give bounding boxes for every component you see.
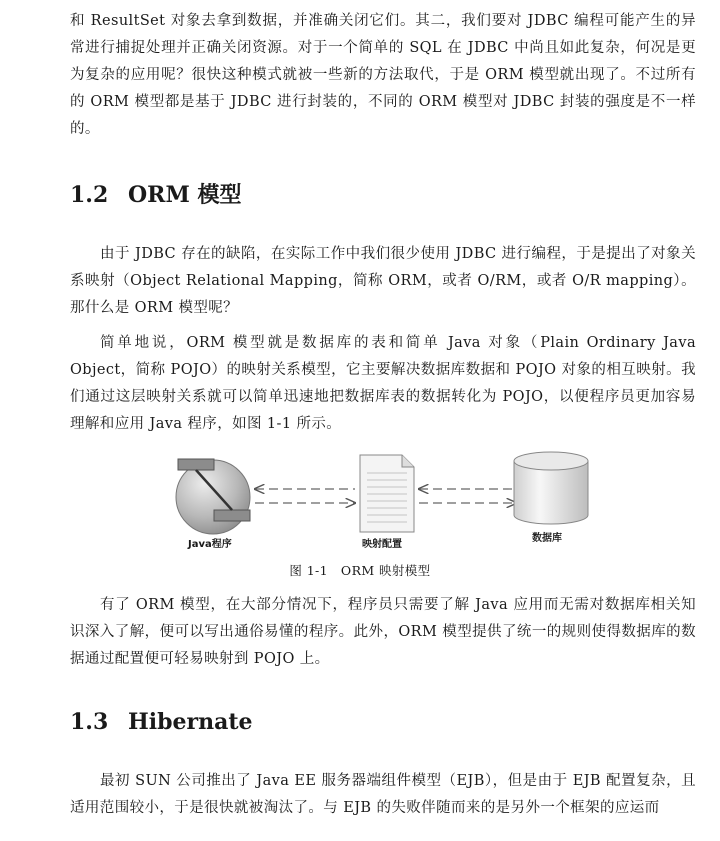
paragraph-orm-intro: 由于 JDBC 存在的缺陷，在实际工作中我们很少使用 JDBC 进行编程，于是提出了对象关系映射（Object Relational Mapping，简称 ORM，或者 O/RM，或者 O/R mapping）。那什么是 ORM 模型呢？ bbox=[70, 246, 696, 316]
orm-mapping-figure bbox=[170, 447, 590, 557]
section-heading-1-3 bbox=[70, 707, 253, 737]
section-title: Hibernate bbox=[128, 709, 253, 735]
section-number: 1.2 bbox=[70, 182, 109, 208]
section-number: 1.3 bbox=[70, 709, 109, 735]
paragraph-intro: 和 ResultSet 对象去拿到数据，并准确关闭它们。其二，我们要对 JDBC 编程可能产生的异常进行捕捉处理并正确关闭资源。对于一个简单的 SQL 在 JDBC 中尚且如此复杂，何况是更为复杂的应用呢？很快这种模式就被一些新的方法取代，于是 ORM 模型就出现了。不过所有的 ORM 模型都是基于 JDBC 进行封装的，不同的 ORM 模型对 JDBC 封装的强度是不一样的。 bbox=[70, 13, 696, 137]
java-program-label: Java程序 bbox=[188, 539, 232, 550]
section-title: ORM 模型 bbox=[128, 182, 242, 208]
java-program-icon bbox=[176, 459, 250, 534]
database-label: 数据库 bbox=[532, 533, 562, 544]
paragraph-hibernate-intro: 最初 SUN 公司推出了 Java EE 服务器端组件模型（EJB），但是由于 EJB 配置复杂，且适用范围较小，于是很快就被淘汰了。与 EJB 的失败伴随而来的是另外一个框架的应运而 bbox=[70, 773, 696, 816]
paragraph-orm-definition: 简单地说，ORM 模型就是数据库的表和简单 Java 对象（Plain Ordinary Java Object，简称 POJO）的映射关系模型，它主要解决数据库数据和 POJO 对象的相互映射。我们通过这层映射关系就可以简单迅速地把数据库表的数据转化为 POJO，以便程序员更加容易理解和应用 Java 程序，如图 1-1 所示。 bbox=[70, 335, 696, 432]
section-heading-1-2 bbox=[70, 180, 241, 210]
figure-caption: 图 1-1 ORM 映射模型 bbox=[289, 563, 431, 578]
mapping-config-document-icon bbox=[360, 455, 414, 532]
mapping-config-label: 映射配置 bbox=[362, 539, 402, 550]
paragraph-orm-benefits: 有了 ORM 模型，在大部分情况下，程序员只需要了解 Java 应用而无需对数据库相关知识深入了解，便可以写出通俗易懂的程序。此外，ORM 模型提供了统一的规则使得数据库的数据通过配置便可轻易映射到 POJO 上。 bbox=[70, 597, 696, 667]
database-cylinder-icon bbox=[514, 452, 588, 524]
